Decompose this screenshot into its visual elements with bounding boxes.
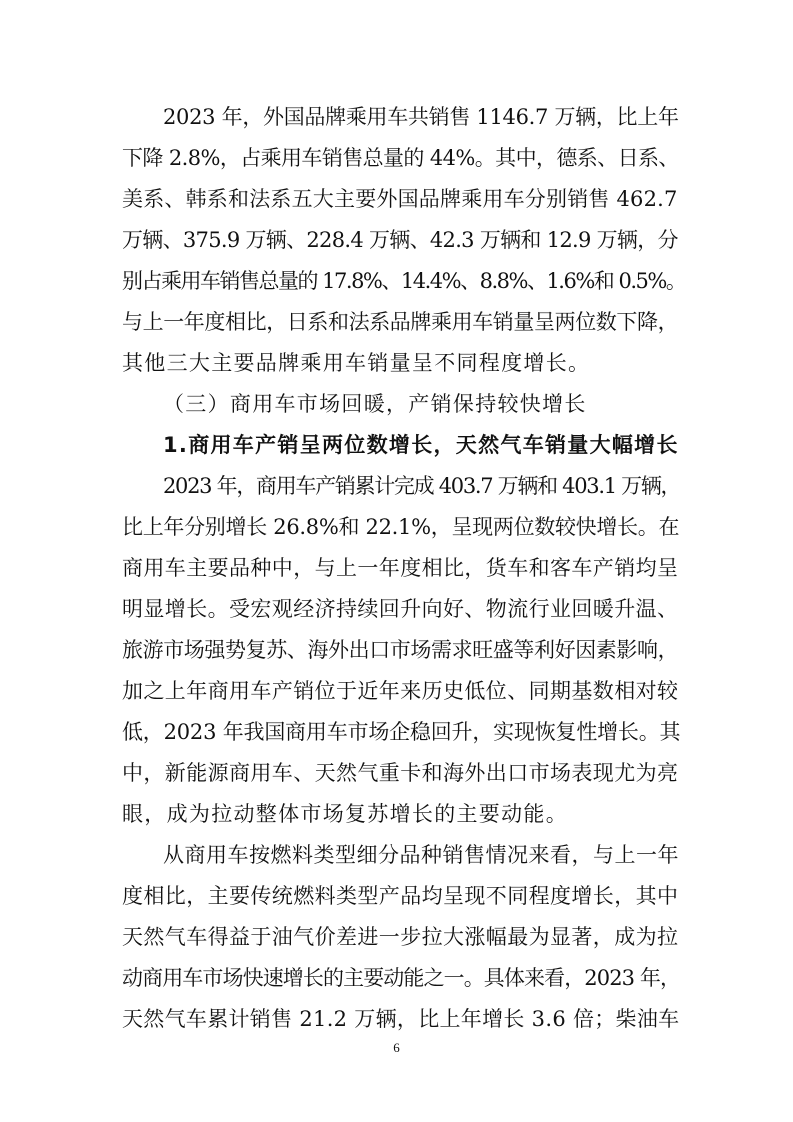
paragraph-line: 明显增长。受宏观经济持续回升向好、物流行业回暖升温、 (122, 597, 679, 621)
paragraph-line: 度相比，主要传统燃料类型产品均呈现不同程度增长，其中 (122, 884, 679, 908)
paragraph-line: 比上年分别增长 26.8%和 22.1%，呈现两位数较快增长。在 (122, 515, 680, 539)
paragraph-line: 美系、韩系和法系五大主要外国品牌乘用车分别销售 462.7 (122, 187, 678, 211)
subsection-heading: 1.商用车产销呈两位数增长，天然气车销量大幅增长 (163, 433, 679, 457)
paragraph-line: 天然气车累计销售 21.2 万辆，比上年增长 3.6 倍；柴油车 (122, 1007, 680, 1031)
paragraph-line: 别占乘用车销售总量的 17.8%、14.4%、8.8%、1.6%和 0.5%。 (122, 269, 686, 293)
paragraph-line: 与上一年度相比，日系和法系品牌乘用车销量呈两位数下降， (122, 310, 679, 334)
page-number: 6 (393, 1040, 400, 1055)
section-heading: （三）商用车市场回暖，产销保持较快增长 (163, 392, 587, 416)
paragraph-line: 眼，成为拉动整体市场复苏增长的主要动能。 (122, 802, 568, 826)
paragraph-line: 中，新能源商用车、天然气重卡和海外出口市场表现尤为亮 (122, 761, 679, 785)
paragraph-line: 下降 2.8%，占乘用车销售总量的 44%。其中，德系、日系、 (122, 146, 679, 170)
paragraph-line: 万辆、375.9 万辆、228.4 万辆、42.3 万辆和 12.9 万辆，分 (122, 228, 678, 252)
paragraph-line: 从商用车按燃料类型细分品种销售情况来看，与上一年 (163, 843, 679, 867)
paragraph-line: 加之上年商用车产销位于近年来历史低位、同期基数相对较 (122, 679, 679, 703)
paragraph-line: 天然气车得益于油气价差进一步拉大涨幅最为显著，成为拉 (122, 925, 679, 949)
paragraph-line: 低，2023 年我国商用车市场企稳回升，实现恢复性增长。其 (122, 720, 681, 744)
paragraph-line: 商用车主要品种中，与上一年度相比，货车和客车产销均呈 (122, 556, 679, 580)
paragraph-line: 动商用车市场快速增长的主要动能之一。具体来看，2023 年， (122, 966, 681, 990)
paragraph-line: 旅游市场强势复苏、海外出口市场需求旺盛等利好因素影响， (122, 638, 679, 662)
paragraph-line: 2023 年，外国品牌乘用车共销售 1146.7 万辆，比上年 (163, 105, 679, 129)
paragraph-line: 2023 年，商用车产销累计完成 403.7 万辆和 403.1 万辆， (163, 474, 681, 498)
paragraph-line: 其他三大主要品牌乘用车销量呈不同程度增长。 (122, 351, 591, 375)
